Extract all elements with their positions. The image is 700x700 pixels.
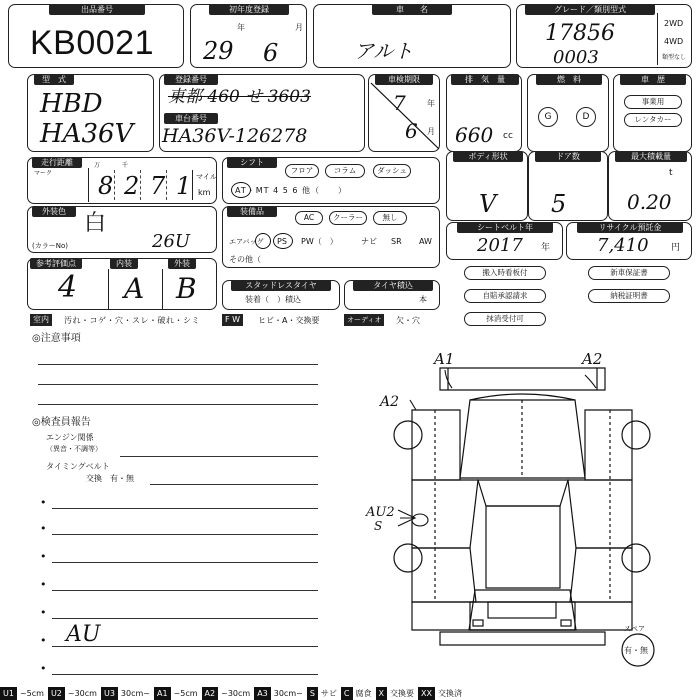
roof-outline <box>486 506 560 588</box>
history-label: 車 歴 <box>620 74 686 85</box>
capacity-value: 0.20 <box>627 190 672 214</box>
reference-grade-label: 参考評価点 <box>30 258 82 269</box>
equipment-pw: PW（ ） <box>301 237 338 246</box>
body-value: V <box>479 190 497 218</box>
doc-signboard: 搬入時看板付 <box>464 266 546 280</box>
shift-option-floor: フロア <box>285 164 319 178</box>
opt-4wd: 4WD <box>664 37 684 46</box>
history-option-business: 事業用 <box>624 95 682 109</box>
legend-text-a2: ~30cm <box>221 689 251 698</box>
front-right-wheel <box>622 421 650 449</box>
back-door-outline <box>470 602 575 630</box>
front-left-wheel <box>394 421 422 449</box>
bullet-line-4 <box>52 590 318 591</box>
legend-text-a1: ~5cm <box>173 689 198 698</box>
bullet-4: • <box>40 578 47 591</box>
grade-box <box>516 4 692 68</box>
shaken-month-unit: 月 <box>427 127 435 136</box>
shaken-box <box>368 74 440 152</box>
bullet-1: • <box>40 496 47 509</box>
recycle-unit: 円 <box>671 243 681 253</box>
mileage-digit-4: 1 <box>176 172 192 200</box>
lot-number: KB0021 <box>30 24 154 62</box>
shift-option-column: コラム <box>325 164 365 178</box>
mileage-box <box>27 157 217 204</box>
engine-sub: （異音・不調等） <box>46 445 102 453</box>
legend-text-u2: ~30cm <box>67 689 97 698</box>
shaken-label: 車検期限 <box>375 74 433 85</box>
grade-divider-2 <box>162 269 163 309</box>
fuel-box <box>527 74 609 152</box>
timing-belt-exchange: 交換 有・無 <box>86 474 134 483</box>
windshield-outline <box>478 480 568 506</box>
color-box <box>27 206 217 253</box>
history-option-rental: レンタカー <box>624 113 682 127</box>
type-label: 型 式 <box>34 74 74 85</box>
note-line-3 <box>38 404 318 405</box>
interior-bar-text: 汚れ・コゲ・穴・スレ・破れ・シミ <box>64 316 200 325</box>
inspector-title: ◎検査員報告 <box>32 417 91 428</box>
right-fender-outline <box>585 410 632 480</box>
equipment-navi: ナビ <box>361 237 377 246</box>
shaken-year-unit: 年 <box>427 99 435 108</box>
mileage-digit-3: 7 <box>150 172 166 200</box>
bullet-line-1 <box>52 508 318 509</box>
recycle-label: リサイクル預託金 <box>577 222 683 233</box>
interior-grade: A <box>124 272 145 305</box>
first-reg-month: 6 <box>263 39 279 67</box>
capacity-unit: t <box>669 168 673 178</box>
spare-options: 有・無 <box>624 646 648 655</box>
recycle-box <box>566 222 692 260</box>
tire-load-label: タイヤ積込 <box>353 280 433 291</box>
equipment-box <box>222 206 440 268</box>
year-unit: 年 <box>237 23 245 32</box>
fuel-label: 燃 料 <box>536 74 602 85</box>
displacement-unit: cc <box>503 131 513 141</box>
exterior-grade-label: 外装 <box>168 258 196 269</box>
body-box <box>446 151 528 221</box>
capacity-label: 最大積載量 <box>615 151 687 162</box>
doors-box <box>528 151 608 221</box>
notes-title: ◎注意事項 <box>32 333 81 344</box>
seatbelt-unit: 年 <box>541 243 551 253</box>
doc-deregistration: 抹消受付可 <box>464 312 546 326</box>
fuel-option-g: G <box>538 107 558 127</box>
drive-type-column <box>657 13 691 65</box>
note-line-2 <box>38 384 318 385</box>
first-registration-box <box>190 4 307 68</box>
equipment-other: その他（ <box>229 255 261 264</box>
bullet-3: • <box>40 550 47 563</box>
mileage-digit-1: 8 <box>98 172 114 200</box>
legend-text-u3: 30cm~ <box>120 689 150 698</box>
opt-none: 類型なし <box>662 54 687 61</box>
spare-label: スペア <box>624 625 645 633</box>
equipment-cooler: クーラー <box>329 211 367 225</box>
legend-code-u2: U2 <box>48 687 65 700</box>
damage-legend <box>0 687 700 700</box>
front-bumper-outline <box>440 368 605 390</box>
legend-code-xx: XX <box>418 687 435 700</box>
color-number-label: (カラーNo) <box>32 242 68 250</box>
fuel-option-d: D <box>576 107 596 127</box>
right-front-door-outline <box>568 480 632 548</box>
bullet-line-7 <box>52 674 318 675</box>
mark-front-left: A1 <box>434 350 455 368</box>
mileage-unit-mile: マイル <box>196 173 217 181</box>
legend-code-c: C <box>341 687 353 700</box>
audio-bar-label: オーディオ <box>344 314 384 326</box>
model-box <box>313 4 511 68</box>
rear-left-wheel <box>394 544 422 572</box>
recycle-value: 7,410 <box>597 235 649 256</box>
equipment-none: 無し <box>373 211 407 225</box>
color-label: 外装色 <box>32 206 76 217</box>
mileage-unit-km: km <box>198 188 211 197</box>
bullet-6: • <box>40 634 47 647</box>
body-label: ボディ形状 <box>453 151 523 162</box>
studless-options: 装着（ ）積込 <box>245 295 301 304</box>
inspector-line-1 <box>120 456 318 457</box>
rear-right-wheel <box>622 544 650 572</box>
studless-box <box>222 280 340 310</box>
reference-grade: 4 <box>58 270 78 305</box>
shift-box <box>222 157 440 204</box>
legend-code-u3: U3 <box>101 687 118 700</box>
opt-2wd: 2WD <box>664 19 684 28</box>
legend-code-a1: A1 <box>154 687 171 700</box>
equipment-label: 装備品 <box>227 206 277 217</box>
legend-code-x: X <box>376 687 387 700</box>
mark-left-fender: A2 <box>380 394 400 410</box>
legend-code-a3: A3 <box>254 687 271 700</box>
doc-tax-certificate: 納税証明書 <box>588 289 670 303</box>
equipment-airbag-circle <box>255 233 271 249</box>
doors-value: 5 <box>551 190 567 218</box>
mark-left-door: AU2 <box>366 505 395 520</box>
studless-label: スタッドレスタイヤ <box>231 280 331 291</box>
note-line-1 <box>38 364 318 365</box>
legend-text-xx: 交換済 <box>437 689 462 698</box>
model-name: アルト <box>354 39 414 63</box>
grade-label: グレード／類別型式 <box>525 4 655 15</box>
doors-label: ドア数 <box>535 151 601 162</box>
seatbelt-value: 2017 <box>477 235 523 256</box>
mark-left-door-s: S <box>374 519 383 533</box>
tire-load-box <box>344 280 440 310</box>
first-registration-label: 初年度登録 <box>209 4 289 15</box>
type-box <box>27 74 154 152</box>
bullet-line-3 <box>52 562 318 563</box>
equipment-sr: SR <box>391 237 402 246</box>
type-value-2: HA36V <box>40 119 134 149</box>
history-box <box>613 74 692 152</box>
shift-at-circle <box>231 182 251 198</box>
shift-label: シフト <box>227 157 277 168</box>
bullet-2: • <box>40 522 47 535</box>
plate-box <box>159 74 365 152</box>
seatbelt-box <box>446 222 563 260</box>
grade-divider-1 <box>108 269 109 309</box>
equipment-aw: AW <box>419 237 432 246</box>
legend-text-s: サビ <box>320 689 337 698</box>
rear-outline <box>412 602 632 630</box>
fw-bar-label: F W <box>222 314 243 326</box>
legend-text-c: 腐食 <box>355 689 372 698</box>
tire-load-unit: 本 <box>419 295 427 304</box>
lot-number-label: 出品番号 <box>49 4 145 15</box>
displacement-label: 排 気 量 <box>451 74 519 85</box>
chassis-number: HA36V-126278 <box>162 125 308 147</box>
mileage-col-man: 万 <box>94 162 101 169</box>
plate-number: 東都 460 せ 3603 <box>168 87 311 107</box>
audio-bar-text: 欠・穴 <box>396 316 420 325</box>
color-value: 白 <box>84 211 107 236</box>
grade-value: 17856 <box>545 21 615 46</box>
bullet-7: • <box>40 662 47 675</box>
inspector-handwritten-note: AU <box>66 622 101 647</box>
grades-box <box>27 258 217 310</box>
shift-option-dash: ダッシュ <box>373 164 411 178</box>
first-reg-year: 29 <box>203 37 234 65</box>
doc-new-car-warranty: 新車保証書 <box>588 266 670 280</box>
inspector-line-2 <box>150 484 318 485</box>
mark-front-right: A2 <box>582 350 603 368</box>
mileage-label: 走行距離 <box>32 157 82 168</box>
doc-insurance-claim: 自賠承認請求 <box>464 289 546 303</box>
rear-view-outline <box>469 590 576 630</box>
legend-text-a3: 30cm~ <box>273 689 303 698</box>
fw-bar-text: ヒビ・A・交換要 <box>258 316 320 325</box>
shaken-value-1: 7 <box>393 91 406 115</box>
color-code: 26U <box>152 231 191 252</box>
mileage-col-sen: 千 <box>122 162 129 169</box>
mileage-mark-label: マーク <box>34 170 53 177</box>
interior-grade-label: 内装 <box>110 258 138 269</box>
engine-label: エンジン関係 <box>46 433 94 442</box>
plate-label: 登録番号 <box>164 74 218 85</box>
legend-code-u1: U1 <box>0 687 17 700</box>
seatbelt-label: シートベルト年 <box>457 222 553 233</box>
mileage-digit-2: 2 <box>124 172 140 200</box>
timing-belt-label: タイミングベルト <box>46 462 110 471</box>
bullet-line-5 <box>52 618 318 619</box>
shift-row-2: AT・MT 4 5 6 他（ ） <box>235 186 347 195</box>
type-code: 0003 <box>553 47 599 68</box>
displacement-box <box>446 74 522 152</box>
bullet-line-2 <box>52 534 318 535</box>
capacity-box <box>608 151 692 221</box>
left-fender-outline <box>412 410 460 480</box>
displacement-value: 660 <box>455 123 494 147</box>
legend-text-x: 交換要 <box>389 689 414 698</box>
car-damage-diagram <box>366 340 690 685</box>
legend-code-a2: A2 <box>202 687 219 700</box>
legend-text-u1: ~5cm <box>19 689 44 698</box>
exterior-grade: B <box>176 272 197 305</box>
legend-code-s: S <box>307 687 318 700</box>
equipment-ps: PS <box>277 237 287 246</box>
equipment-airbag: エアバッグ <box>229 238 264 246</box>
equipment-ps-circle <box>273 233 293 249</box>
model-label: 車 名 <box>372 4 452 15</box>
shaken-value-2: 6 <box>405 119 418 143</box>
chassis-label: 車台番号 <box>164 113 218 124</box>
bullet-5: • <box>40 606 47 619</box>
interior-bar-label: 室内 <box>30 314 52 326</box>
rear-bumper-outline <box>440 632 605 645</box>
type-value-1: HBD <box>40 89 103 119</box>
equipment-ac: AC <box>295 211 323 225</box>
month-unit: 月 <box>295 23 303 32</box>
